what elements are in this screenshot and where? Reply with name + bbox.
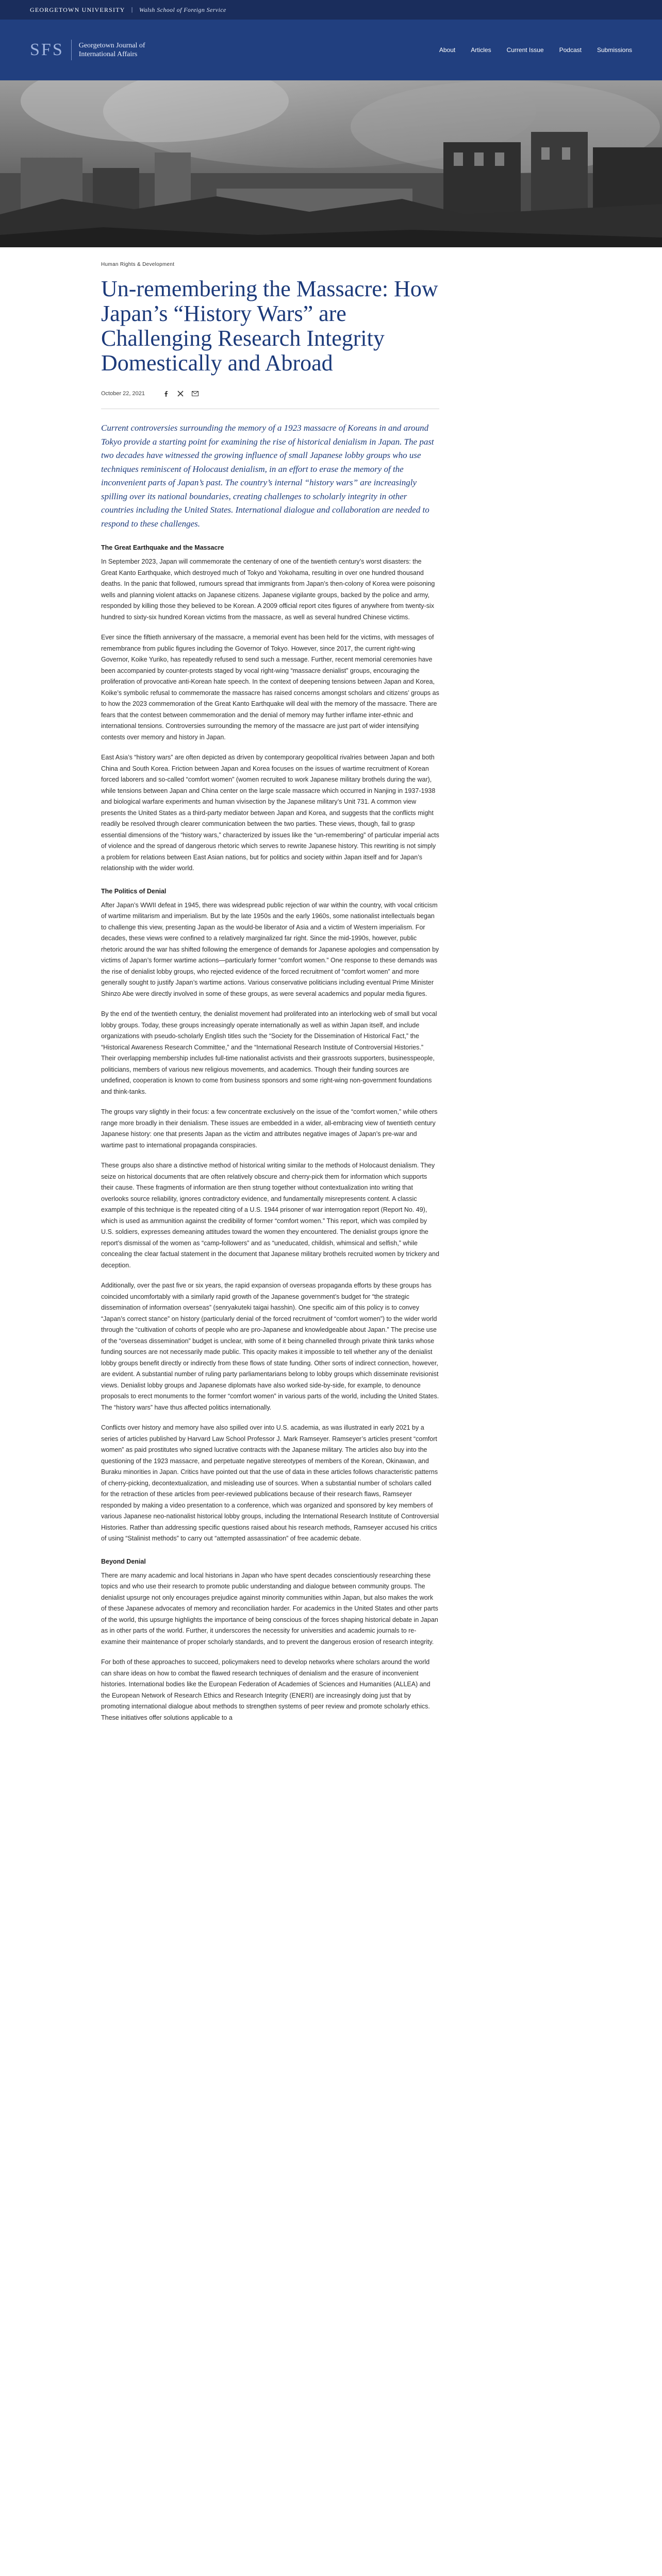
paragraph: These groups also share a distinctive method of historical writing similar to the methods of Holocaust denialism. They seize on historical documents that are often relatively obscure and cherry-pick them for information which supports their cause. These fragments of information are then strung together without contextualization into writing that overlooks source reliability, ignores contradictory evidence, and fundamentally misrepresents content. A classic example of this technique is the repeated citing of a U.S. 1944 prisoner of war interrogation report (Report No. 49), which is used as ammunition against the credibility of former “comfort women.” This report, which was compiled by U.S. soldiers, expresses demeaning attitudes toward the women they encountered. The denialist groups ignore the report’s dismissal of the women as “camp-followers” and as “uneducated, childish, whimsical and selfish,” while concealing the clear factual statement in the document that Japanese military brothels recruited women by trickery and deception. [101,1162,439,1269]
nav-current-issue[interactable]: Current Issue [506,46,544,54]
article-body [101,262,439,1723]
share-icons [162,390,198,397]
paragraph: The groups vary slightly in their focus: a few concentrate exclusively on the issue of the “comfort women,” while others range more broadly in their denialism. These issues are embedded in a wider, all-embracing view of twentieth century Japanese history: one that presents Japan as the victim and attributes negative images of Japan’s pre-war and wartime past to international propaganda conspiracies. [101,1108,438,1149]
logo-divider [71,40,72,60]
journal-name-line2: International Affairs [78,50,138,58]
paragraph: Ever since the fiftieth anniversary of the massacre, a memorial event has been held for the victims, with messages of remembrance from public figures including the Governor of Tokyo. However, since 2017, the current right-wing Governor, Koike Yuriko, has repeatedly refused to send such a message. Further, recent memorial ceremonies have been accompanied by counter-protests staged by vocal right-wing “massacre denialist” groups, encouraging the proliferation of provocative anti-Korean hate speech. In the context of deepening tensions between Japan and Korea, Koike’s symbolic refusal to commemorate the massacre has raised concerns amongst scholars and citizens’ groups as to how the 2023 commemoration of the Great Kanto Earthquake will deal with the memory of the massacre. There are fears that the contest between commemoration and the denial of memory may further inflame inter-ethnic and international tensions. Controversies surrounding the memory of the massacre are just part of wider intensifying contests over memory and history in Japan. [101,634,439,741]
earthquake-ruins-photo [0,80,662,247]
category-label[interactable]: Human Rights & Development [101,262,175,267]
paragraph: Conflicts over history and memory have also spilled over into U.S. academia, as was illustrated in early 2021 by a series of articles published by Harvard Law School Professor J. Mark Ramseyer. Ramseyer’s articles present “comfort women” as paid prostitutes who signed lucrative contracts with the Japanese military. The articles also buy into the questioning of the 1923 massacre, and perpetuate negative stereotypes of members of the Korean, Okinawan, and Buraku minorities in Japan. Critics have pointed out that the use of data in these articles follows characteristic patterns of cherry-picking, decontextualization, and misleading use of sources. When a substantial number of scholars called for the retraction of these articles from peer-reviewed publications because of their research flaws, Ramseyer responded by making a video presentation to a conference, which was organized and sponsored by key members of various Japanese neo-nationalist historical lobby groups, including the International Research Institute of Controversial Histories. Rather than addressing specific questions raised about his research methods, Ramseyer accused his critics of using “Stalinist methods” to carry out “attempted assassination” of free academic debate. [101,1424,439,1542]
divider: | [131,7,133,13]
paragraph: East Asia’s “history wars” are often depicted as driven by contemporary geopolitical rivalries between Japan and both China and South Korea. Friction between Japan and Korea focuses on the issues of wartime recruitment of Korean forced laborers and so-called “comfort women” (women recruited to work Japanese military brothels during the war), while tensions between Japan and China center on the large scale massacre which occurred in Nanjing in 1937-1938 and biological warfare experiments and human vivisection by the Japanese military’s Unit 731. A common view presents the United States as a third-party mediator between Japan and Korea, and suggests that the conflicts might readily be resolved through clearer communication between the two parties. These views, though, fail to grasp essential dimensions of the “history wars,” characterized by issues like the “un-remembering” of particular imperial acts of violence and the spread of dangerous rhetoric which serves to rewrite Japanese history. This rewriting is not simply a problem for relations between East Asian nations, but for politics and society within Japan itself and for Japan’s relationship with the wider world. [101,754,439,872]
facebook-icon[interactable] [162,390,170,397]
section-heading: Beyond Denial [101,1557,146,1565]
paragraph: Additionally, over the past five or six years, the rapid expansion of overseas propaganda efforts by these groups has coincided uncomfortably with a similarly rapid growth of the Japanese government’s budget for “the strategic dissemination of information overseas” (senryakuteki taigai hasshin). One specific aim of this policy is to convey “Japan’s correct stance” on history (particularly denial of the forced recruitment of “comfort women”) to the wider world through the “cultivation of cohorts of people who are pro-Japanese and knowledgeable about Japan.” The precise use of the “overseas dissemination” budget is unclear, with some of it being channelled through private think tanks whose funding sources are not necessarily made public. This opacity makes it impossible to tell whether any of the denialist lobby groups benefit directly or indirectly from these flows of state funding. Other sorts of indirect connection, however, are evident. A substantial number of ruling party parliamentarians belong to lobby groups which disseminate revisionist views. Denialist lobby groups and Japanese diplomats have also worked side-by-side, for example, to denounce proposals to erect monuments to the former “comfort women” in various parts of the world, including the United States. The “history wars” have thus affected politics internationally. [101,1282,439,1411]
article-meta [101,390,439,397]
paragraph: In September 2023, Japan will commemorate the centenary of one of the twentieth century’s worst disasters: the Great Kanto Earthquake, which destroyed much of Tokyo and Yokohama, resulting in over one hundred thousand deaths. In the panic that followed, rumours spread that immigrants from Japan’s then-colony of Korea were poisoning wells and planning violent attacks on Japanese citizens. Japanese vigilante groups, backed by the police and army, responded by killing those they believed to be Korean. A 2009 official report cites figures of anywhere from twenty-six hundred to sixty-six hundred Korean victims from the massacre, as well as several hundred Chinese victims. [101,558,435,621]
university-link[interactable]: GEORGETOWN UNIVERSITY [30,6,125,13]
nav-about[interactable]: About [439,46,456,54]
paragraph: After Japan’s WWII defeat in 1945, there was widespread public rejection of war within the country, with vocal criticism of wartime militarism and imperialism. But by the late 1950s and the early 1960s, some nationalist intellectuals began to challenge this view, presenting Japan as the would-be liberator of Asia and a victim of Western imperialism. For decades, these views were confined to a relatively marginalized far right. Since the mid-1990s, however, public rhetoric around the war has shifted following the emergence of demands for Japanese apologies and compensation by victims of Japan’s former wartime actions—particularly former “comfort women.” One response to these demands was the rise of denialist lobby groups, who rejected evidence of the forced recruitment of “comfort women” and more generally sought to justify Japan’s wartime actions. Various conservative politicians including eventual Prime Minister Shinzo Abe were directly involved in some of these groups, as were several academics and popular media figures. [101,901,439,997]
nav-submissions[interactable]: Submissions [597,46,632,54]
journal-name [79,41,145,59]
main-nav [0,20,662,80]
journal-logo[interactable] [30,40,145,60]
nav-menu [439,46,632,54]
section-heading: The Politics of Denial [101,887,167,895]
paragraph: There are many academic and local historians in Japan who have spent decades conscientiously researching these topics and who use their research to promote public understanding and dialogue between community groups. The denialist upsurge not only encourages prejudice against minority communities within Japan, but also makes the work of these Japanese advocates of memory and reconciliation harder. For academics in the United States and other parts of the world, this upsurge highlights the importance of being conscious of the forces shaping historical debate in Japan as in other parts of the world. Further, it underscores the necessity for universities and academic journals to re-examine their maintenance of proper scholarly standards, and to prevent the dangerous erosion of research integrity. [101,1571,438,1646]
section-heading: The Great Earthquake and the Massacre [101,544,224,551]
university-bar [0,0,662,20]
logo-mark: SFS [30,40,64,59]
paragraph: By the end of the twentieth century, the denialist movement had proliferated into an interlocking web of small but vocal lobby groups. Today, these groups increasingly operate internationally as well as within Japan itself, and include organizations with pseudo-scholarly English titles such the “Society for the Dissemination of Historical Fact,” the “Historical Awareness Research Committee,” and the “International Research Institute of Controversial Histories.” Their overlapping membership includes full-time nationalist activists and their grassroots supporters, businesspeople, politicians, members of various new religious movements, and academics. Though their funding sources are undefined, cooperation is known to come from business sponsors and some right-wing non-government foundations and think-tanks. [101,1010,437,1095]
email-icon[interactable] [191,390,198,397]
publish-date: October 22, 2021 [101,391,145,397]
journal-name-line1: Georgetown Journal of [78,42,145,49]
school-link[interactable]: Walsh School of Foreign Service [139,6,226,13]
paragraph: For both of these approaches to succeed, policymakers need to develop networks where scholars around the world can share ideas on how to combat the flawed research techniques of denialism and the erasure of inconvenient histories. International bodies like the European Federation of Academies of Sciences and Humanities (ALLEA) and the European Network of Research Ethics and Research Integrity (ENERI) are increasingly doing just that by promoting international dialogue about methods to strengthen systems of peer review and promote scholarly ethics. These initiatives offer solutions applicable to a [101,1658,431,1721]
nav-podcast[interactable]: Podcast [559,46,582,54]
hero-image [0,80,662,247]
article-title: Un-remembering the Massacre: How Japan’s “History Wars” are Challenging Research Integrity Domestically and Abroad [101,276,438,376]
article-lede: Current controversies surrounding the memory of a 1923 massacre of Koreans in and around Tokyo provide a starting point for examining the rise of historical denialism in Japan. The past two decades have witnessed the growing influence of small Japanese lobby groups who use techniques reminiscent of Holocaust denialism, in an effort to erase the memory of the inconvenient parts of Japan’s past. The country’s internal “history wars” are increasingly spilling over its national boundaries, creating challenges to scholarly integrity in other countries including the United States. International dialogue and collaboration are needed to respond to these challenges. [101,423,434,529]
nav-articles[interactable]: Articles [471,46,491,54]
x-icon[interactable] [177,390,184,397]
